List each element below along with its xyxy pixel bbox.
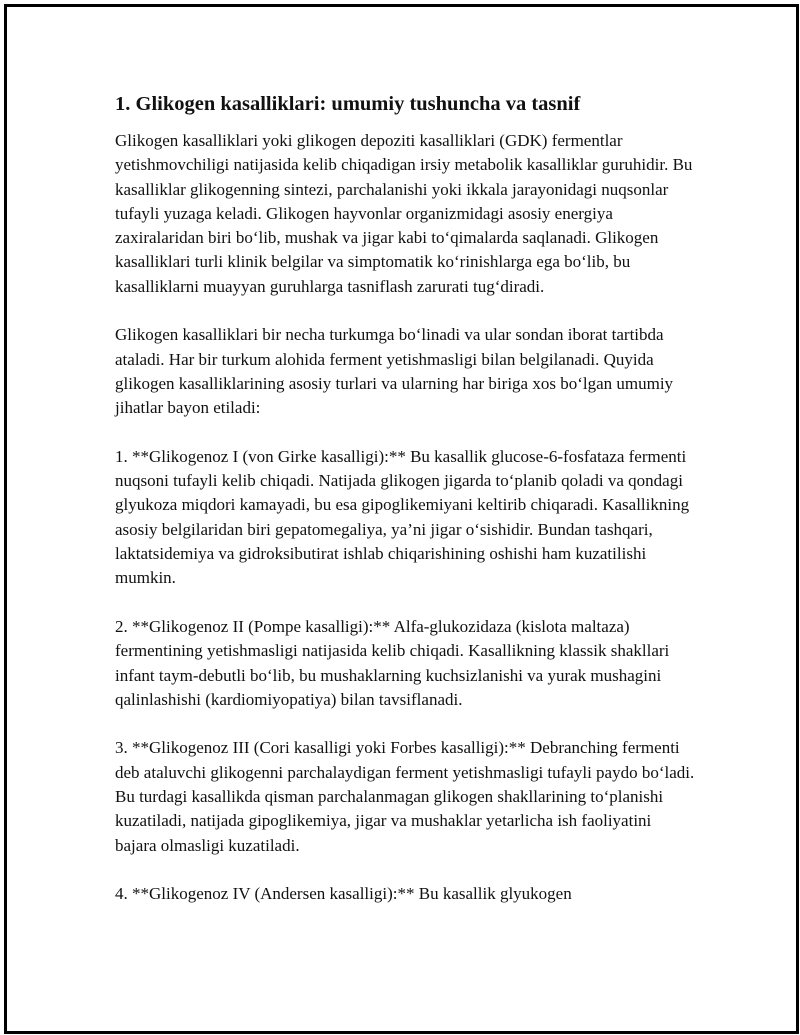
section-heading: 1. Glikogen kasalliklari: umumiy tushuncha va tasnif <box>115 93 581 115</box>
paragraph-intro: Glikogen kasalliklari yoki glikogen depoziti kasalliklari (GDK) fermentlar yetishmovchiligi natijasida kelib chiqadigan irsiy metabolik kasalliklar guruhidir. Bu kasalliklar glikogenning sintezi, parchalanishi yoki ikkala jarayonidagi nuqsonlar tufayli yuzaga keladi. Glikogen hayvonlar organizmidagi asosiy energiya zaxiralaridan biri bo‘lib, mushak va jigar kabi to‘qimalarda saqlanadi. Glikogen kasalliklari turli klinik belgilar va simptomatik ko‘rinishlarga ega bo‘lib, bu kasalliklarni muayyan guruhlarga tasniflash zarurati tug‘diradi. <box>115 131 693 296</box>
list-item-glycogenosis-3: 3. **Glikogenoz III (Cori kasalligi yoki Forbes kasalligi):** Debranching fermenti deb ataluvchi glikogenni parchalaydigan ferment yetishmasligi tufayli paydo bo‘ladi. Bu turdagi kasallikda qisman parchalanmagan glikogen shakllarining to‘planishi kuzatiladi, natijada gipoglikemiya, jigar va mushaklar yetarlicha ish faoliyatini bajara olmasligi kuzatiladi. <box>115 738 695 855</box>
list-item-glycogenosis-4: 4. **Glikogenoz IV (Andersen kasalligi):** Bu kasallik glyukogen <box>115 884 572 904</box>
paragraph-classification: Glikogen kasalliklari bir necha turkumga bo‘linadi va ular sondan iborat tartibda ataladi. Har bir turkum alohida ferment yetishmasligi bilan belgilanadi. Quyida glikogen kasalliklarining asosiy turlari va ularning har biriga xos bo‘lgan umumiy jihatlar bayon etiladi: <box>115 325 674 418</box>
list-item-glycogenosis-2: 2. **Glikogenoz II (Pompe kasalligi):** Alfa-glukozidaza (kislota maltaza) fermentining yetishmasligi natijasida kelib chiqadi. Kasallikning klassik shakllari infant taym-debutli bo‘lib, bu mushaklarning kuchsizlanishi va yurak mushagini qalinlashishi (kardiomiyopatiya) bilan tavsiflanadi. <box>115 616 670 709</box>
document-body <box>115 90 695 931</box>
list-item-glycogenosis-1: 1. **Glikogenoz I (von Girke kasalligi):** Bu kasallik glucose-6-fosfataza fermenti nuqsoni tufayli kelib chiqadi. Natijada glikogen jigarda to‘planib qoladi va qondagi glyukoza miqdori kamayadi, bu esa gipoglikemiyani keltirib chiqaradi. Kasallikning asosiy belgilaridan biri gepatomegaliya, ya’ni jigar o‘sishidir. Bundan tashqari, laktatsidemiya va gidroksibutirat ishlab chiqarishining oshishi ham kuzatilishi mumkin. <box>115 446 690 588</box>
